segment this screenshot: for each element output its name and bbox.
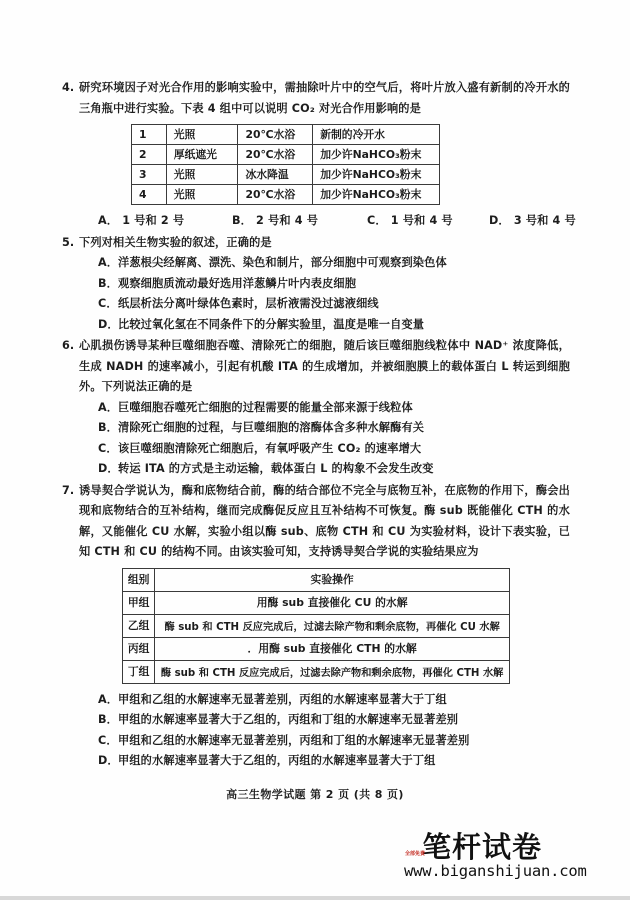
table-cell-group: 丙组 [123, 637, 155, 660]
bottom-rule [0, 896, 630, 900]
option-a-label: A． [98, 400, 119, 414]
option-b-text: 甲组的水解速率显著大于乙组的，丙组和丁组的水解速率无显著差别 [118, 713, 459, 726]
option-d-text: 转运 ITA 的方式是主动运输，载体蛋白 L 的构象不会发生改变 [118, 462, 434, 475]
table-cell-group: 4 [132, 185, 167, 205]
question-4 [62, 78, 576, 232]
option-a[interactable] [62, 690, 570, 711]
option-d-label: D． [98, 754, 119, 767]
question-4-options [62, 211, 576, 232]
option-c[interactable] [62, 294, 570, 315]
option-b[interactable] [62, 418, 570, 439]
table-cell-light: 光照 [166, 185, 238, 205]
page-footer: 高三生物学试题 第 2 页 (共 8 页) [226, 788, 404, 801]
table-cell-temp: 20℃水浴 [238, 125, 313, 145]
option-b-label: B． [98, 713, 119, 726]
question-6-number: 6. [62, 339, 75, 352]
question-7-number: 7. [62, 483, 75, 497]
question-7-table [122, 568, 510, 684]
option-c[interactable] [62, 439, 570, 460]
option-d[interactable] [62, 459, 570, 480]
question-5-options [62, 253, 570, 335]
table-row [132, 185, 440, 205]
option-b-label: B． [98, 421, 119, 434]
table-row [132, 165, 440, 185]
option-b[interactable]: B． 2 号和 4 号 [232, 214, 319, 227]
question-4-table [131, 124, 440, 205]
question-6 [62, 336, 570, 480]
table-cell-group: 甲组 [123, 591, 155, 614]
table-cell-light: 光照 [166, 125, 238, 145]
question-7 [62, 481, 570, 772]
table-cell-group: 乙组 [123, 614, 155, 637]
option-c-text: 该巨噬细胞清除死亡细胞后，有氧呼吸产生 CO₂ 的速率增大 [118, 441, 422, 455]
option-a-text: 洋葱根尖经解离、漂洗、染色和制片，部分细胞中可观察到染色体 [118, 256, 447, 269]
table-cell-light: 光照 [166, 165, 238, 185]
table-header-row [123, 568, 510, 591]
question-6-stem [62, 336, 570, 398]
option-a-label: A． [98, 256, 119, 269]
question-6-stem-text: 心肌损伤诱导某种巨噬细胞吞噬、清除死亡的细胞，随后该巨噬细胞线粒体中 NAD⁺ 浓度降低，生成 NADH 的速率减小，引起有机酸 ITA 的生成增加，并被细胞膜上的载体蛋白 L 转运到细胞外。下列说法正确的是 [79, 339, 570, 393]
question-6-options [62, 398, 570, 480]
table-row [123, 660, 510, 683]
question-7-table-wrap [62, 568, 570, 684]
option-c[interactable]: C． 1 号和 4 号 [367, 214, 453, 227]
option-a[interactable] [62, 253, 570, 274]
option-c-label: C． [98, 297, 118, 310]
question-7-stem [62, 481, 570, 563]
table-cell-operation: 酶 sub 和 CTH 反应完成后，过滤去除产物和剩余底物，再催化 CTH 水解 [155, 660, 510, 683]
table-cell-group: 1 [132, 125, 167, 145]
table-cell-group: 2 [132, 145, 167, 165]
option-b-label: B． [98, 276, 119, 290]
question-7-stem-text: 诱导契合学说认为，酶和底物结合前，酶的结合部位不完全与底物互补，在底物的作用下，酶会出现和底物结合的互补结构，继而完成酶促反应且互补结构不可恢复。酶 sub 既能催化 CTH 的水解，又能催化 CU 水解，实验小组以酶 sub、底物 CTH 和 CU 为实验材料，设计下表实验，已知 CTH 和 CU 的结构不同。由该实验可知，支持诱导契合学说的实验结果应为 [79, 483, 570, 558]
table-row [123, 591, 510, 614]
table-header-operation: 实验操作 [155, 568, 510, 591]
table-cell-operation: 酶 sub 和 CTH 反应完成后，过滤去除产物和剩余底物，再催化 CU 水解 [155, 614, 510, 637]
option-a-text: 巨噬细胞吞噬死亡细胞的过程需要的能量全部来源于线粒体 [118, 400, 413, 414]
watermark-free-tag: 全部免费 [405, 851, 426, 857]
watermark [404, 832, 614, 880]
option-c-label: C． [98, 733, 118, 747]
option-b-text: 观察细胞质流动最好选用洋葱鳞片叶内表皮细胞 [118, 276, 357, 290]
question-5 [62, 233, 570, 336]
option-b[interactable] [62, 274, 570, 295]
table-row [123, 614, 510, 637]
table-cell-operation: ．用酶 sub 直接催化 CTH 的水解 [155, 637, 510, 660]
watermark-brand: 笔杆试卷 [422, 830, 543, 864]
table-row [132, 145, 440, 165]
option-a[interactable]: A． 1 号和 2 号 [98, 214, 185, 227]
table-cell-temp: 冰水降温 [238, 165, 313, 185]
option-a-label: A． [98, 692, 119, 706]
option-d[interactable] [62, 315, 570, 336]
question-list [62, 78, 576, 773]
watermark-url: www.biganshijuan.com [404, 862, 587, 880]
table-cell-temp: 20℃水浴 [238, 145, 313, 165]
question-5-stem [62, 233, 570, 254]
option-d-text: 甲组的水解速率显著大于乙组的，丙组的水解速率显著大于丁组 [118, 754, 436, 767]
table-cell-solution: 加少许NaHCO₃粉末 [313, 165, 440, 185]
question-7-options [62, 690, 570, 772]
question-4-stem-text: 研究环境因子对光合作用的影响实验中，需抽除叶片中的空气后，将叶片放入盛有新制的冷开水的三角瓶中进行实验。下表 4 组中可以说明 CO₂ 对光合作用影响的是 [79, 81, 570, 115]
option-c[interactable] [62, 731, 570, 752]
option-b[interactable] [62, 710, 570, 731]
option-d-text: 比较过氧化氢在不同条件下的分解实验里，温度是唯一自变量 [118, 317, 425, 331]
option-d-label: D． [98, 317, 119, 331]
table-row [132, 125, 440, 145]
table-cell-temp: 20℃水浴 [238, 185, 313, 205]
option-c-text: 甲组和乙组的水解速率无显著差别，丙组和丁组的水解速率无显著差别 [118, 733, 470, 747]
option-c-text: 纸层析法分离叶绿体色素时，层析液需没过滤液细线 [118, 297, 379, 310]
option-d[interactable] [62, 751, 570, 772]
option-a-text: 甲组和乙组的水解速率无显著差别，丙组的水解速率显著大于丁组 [118, 692, 447, 706]
table-cell-group: 3 [132, 165, 167, 185]
table-header-group: 组别 [123, 568, 155, 591]
question-5-number: 5. [62, 235, 75, 249]
question-4-table-wrap [62, 124, 570, 205]
table-cell-operation: 用酶 sub 直接催化 CU 的水解 [155, 591, 510, 614]
table-cell-solution: 新制的冷开水 [313, 125, 440, 145]
table-cell-solution: 加少许NaHCO₃粉末 [313, 145, 440, 165]
option-d[interactable]: D． 3 号和 4 号 [489, 214, 576, 227]
question-5-stem-text: 下列对相关生物实验的叙述，正确的是 [79, 235, 272, 249]
option-a[interactable] [62, 398, 570, 419]
option-c-label: C． [98, 441, 118, 455]
option-d-label: D． [98, 462, 119, 475]
table-cell-light: 厚纸遮光 [166, 145, 238, 165]
table-cell-group: 丁组 [123, 660, 155, 683]
question-4-stem [62, 78, 570, 119]
question-4-number: 4. [62, 81, 75, 94]
table-row [123, 637, 510, 660]
table-cell-solution: 加少许NaHCO₃粉末 [313, 185, 440, 205]
option-b-text: 清除死亡细胞的过程，与巨噬细胞的溶酶体含多种水解酶有关 [118, 421, 425, 434]
